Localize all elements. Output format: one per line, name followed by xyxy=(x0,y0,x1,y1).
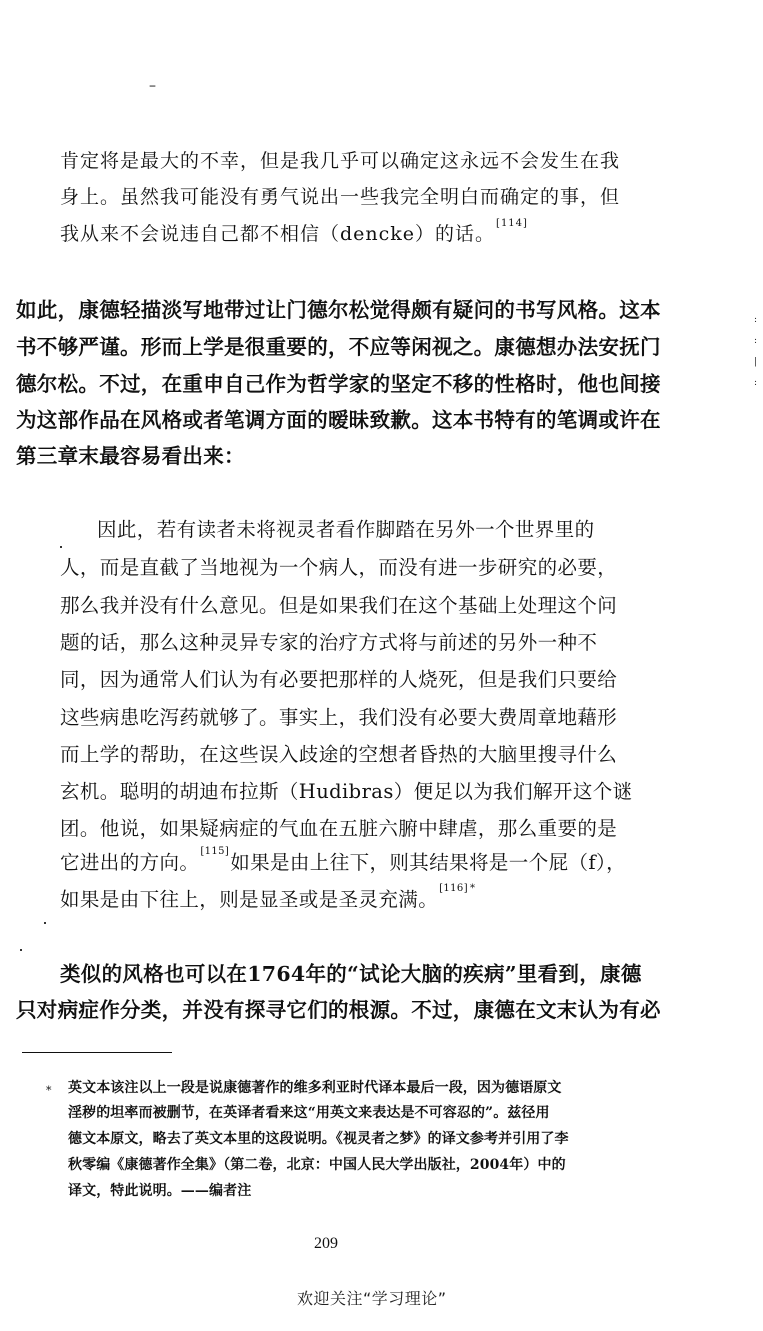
footnote-marker: * xyxy=(46,1084,52,1097)
body-line: 如此，康德轻描淡写地带过让门德尔松觉得颇有疑问的书写风格。这本 xyxy=(16,298,661,322)
body-line: 德尔松。不过，在重申自己作为哲学家的坚定不移的性格时，他也间接 xyxy=(16,372,661,396)
quote-line: 人，而是直截了当地视为一个病人，而没有进一步研究的必要， xyxy=(60,556,618,579)
quote-line: 因此，若有读者未将视灵者看作脚踏在另外一个世界里的 xyxy=(97,518,595,541)
body-line: 类似的风格也可以在1764年的“试论大脑的疾病”里看到，康德 xyxy=(60,962,642,986)
body-line: 只对病症作分类，并没有探寻它们的根源。不过，康德在文末认为有必 xyxy=(16,998,661,1022)
top-mark: – xyxy=(149,78,156,94)
watermark-text: 欢迎关注“学习理论” xyxy=(297,1289,447,1308)
scan-speck xyxy=(60,546,62,548)
right-edge-mark: : xyxy=(754,336,758,346)
footnote-line: 英文本该注以上一段是说康德著作的维多利亚时代译本最后一段，因为德语原文 xyxy=(68,1080,562,1096)
note-ref: [114] xyxy=(496,218,528,229)
body-line: 第三章末最容易看出来： xyxy=(16,444,245,468)
quote-line: 玄机。聪明的胡迪布拉斯（Hudibras）便足以为我们解开这个谜 xyxy=(60,780,633,803)
footnote-line: 译文，特此说明。——编者注 xyxy=(68,1183,252,1199)
quote-line: 那么我并没有什么意见。但是如果我们在这个基础上处理这个问 xyxy=(60,594,618,617)
note-ref: [115] xyxy=(200,846,230,857)
quote-line: 团。他说，如果疑病症的气血在五脏六腑中肆虐，那么重要的是 xyxy=(60,817,618,840)
footnote-line: 德文本原文，略去了英文本里的这段说明。《视灵者之梦》的译文参考并引用了李 xyxy=(68,1131,569,1147)
quote-line: 题的话，那么这种灵异专家的治疗方式将与前述的另外一种不 xyxy=(60,631,598,654)
quote-line: 同，因为通常人们认为有必要把那样的人烧死，但是我们只要给 xyxy=(60,668,618,691)
quote-line: 如果是由下往上，则是显圣或是圣灵充满。[116] * xyxy=(60,883,476,911)
note-ref: [116] xyxy=(439,883,468,894)
scan-speck xyxy=(20,949,22,951)
footnote-line: 淫秽的坦率而被删节，在英译者看来这“用英文来表达是不可容忍的”。兹径用 xyxy=(68,1105,550,1121)
quote-line: 我从来不会说违自己都不相信（dencke）的话。[114] xyxy=(60,218,528,245)
quote-line: 这些病患吃泻药就够了。事实上，我们没有必要大费周章地藉形 xyxy=(60,706,618,729)
right-edge-mark: : xyxy=(754,378,758,388)
footnote-line: 秋零编《康德著作全集》（第二卷，北京：中国人民大学出版社，2004年）中的 xyxy=(68,1157,566,1173)
scan-speck xyxy=(44,922,46,924)
quote-line: 身上。虽然我可能没有勇气说出一些我完全明白而确定的事，但 xyxy=(60,186,621,208)
page-number: 209 xyxy=(314,1235,338,1252)
body-line: 为这部作品在风格或者笔调方面的暧昧致歉。这本书特有的笔调或许在 xyxy=(16,408,661,432)
body-line: 书不够严谨。形而上学是很重要的，不应等闲视之。康德想办法安抚门 xyxy=(16,335,661,359)
right-edge-mark: | xyxy=(754,357,758,367)
footnote-star: * xyxy=(470,883,476,894)
footnote-rule xyxy=(22,1052,172,1053)
right-edge-mark: : xyxy=(754,315,758,325)
quote-line: 而上学的帮助，在这些误入歧途的空想者昏热的大脑里搜寻什么 xyxy=(60,743,618,766)
quote-line: 它进出的方向。[115]如果是由上往下，则其结果将是一个屁（f）， xyxy=(60,846,627,874)
quote-line: 肯定将是最大的不幸，但是我几乎可以确定这永远不会发生在我 xyxy=(60,150,621,172)
